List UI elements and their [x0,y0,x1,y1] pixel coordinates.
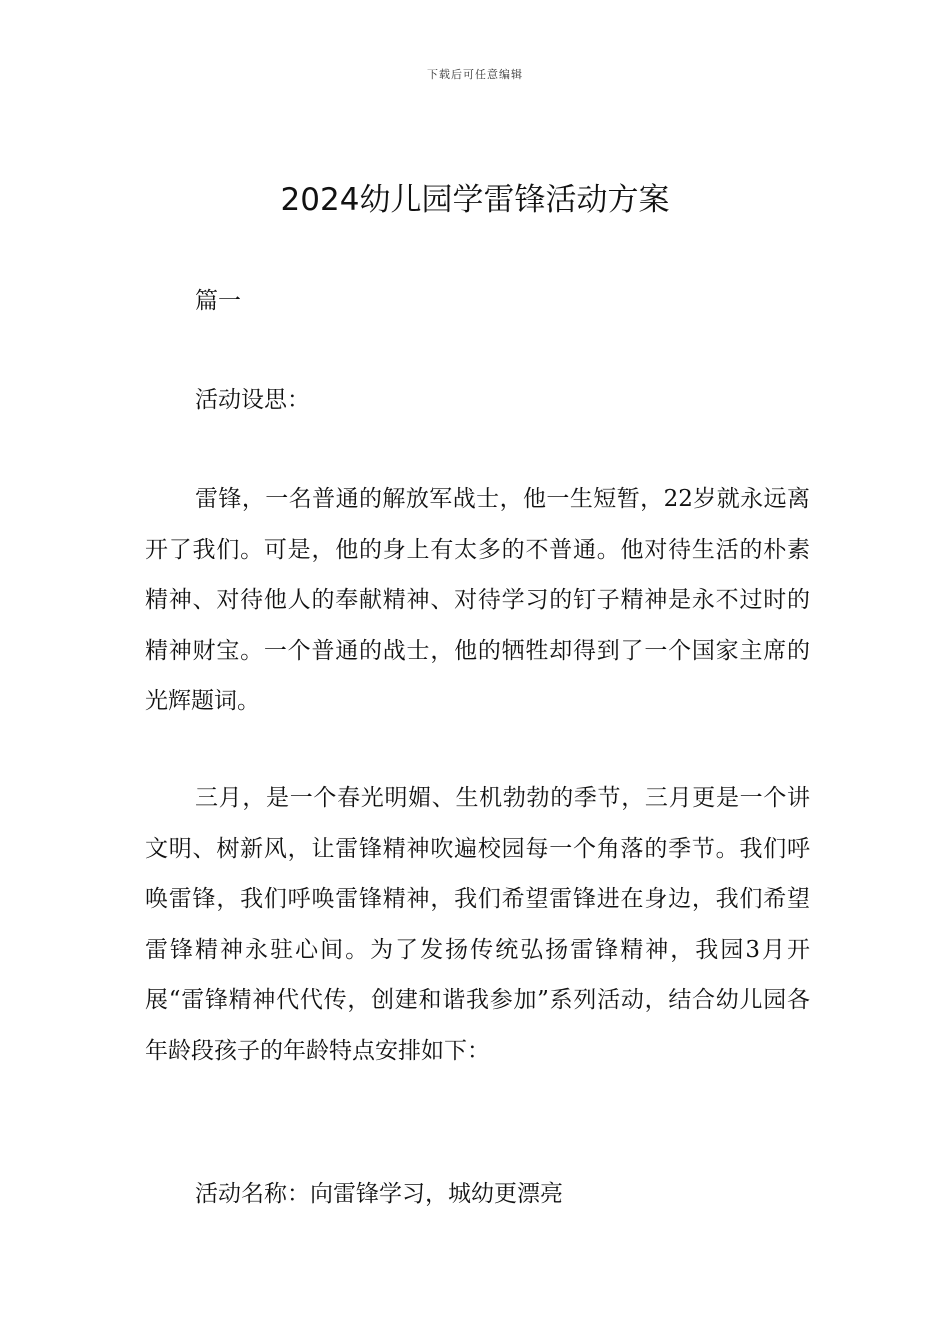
header-note: 下载后可任意编辑 [427,68,523,81]
activity-idea-label: 活动设思： [195,387,310,413]
section-label: 篇一 [195,288,241,314]
document-title: 2024幼儿园学雷锋活动方案 [280,182,670,218]
body-paragraph: 三月，是一个春光明媚、生机勃勃的季节，三月更是一个讲文明、树新风，让雷锋精神吹遍校园每一个角落的季节。我们呼唤雷锋，我们呼唤雷锋精神，我们希望雷锋进在身边，我们希望雷锋精神永驻心间。为了发扬传统弘扬雷锋精神，我园3月开展“雷锋精神代代传，创建和谐我参加”系列活动，结合幼儿园各年龄段孩子的年龄特点安排如下： [145,785,810,1064]
body-paragraph: 雷锋，一名普通的解放军战士，他一生短暂，22岁就永远离开了我们。可是，他的身上有太多的不普通。他对待生活的朴素精神、对待他人的奉献精神、对待学习的钉子精神是永不过时的精神财宝。一个普通的战士，他的牺牲却得到了一个国家主席的光辉题词。 [145,486,810,714]
activity-name: 活动名称：向雷锋学习，城幼更漂亮 [195,1181,563,1207]
